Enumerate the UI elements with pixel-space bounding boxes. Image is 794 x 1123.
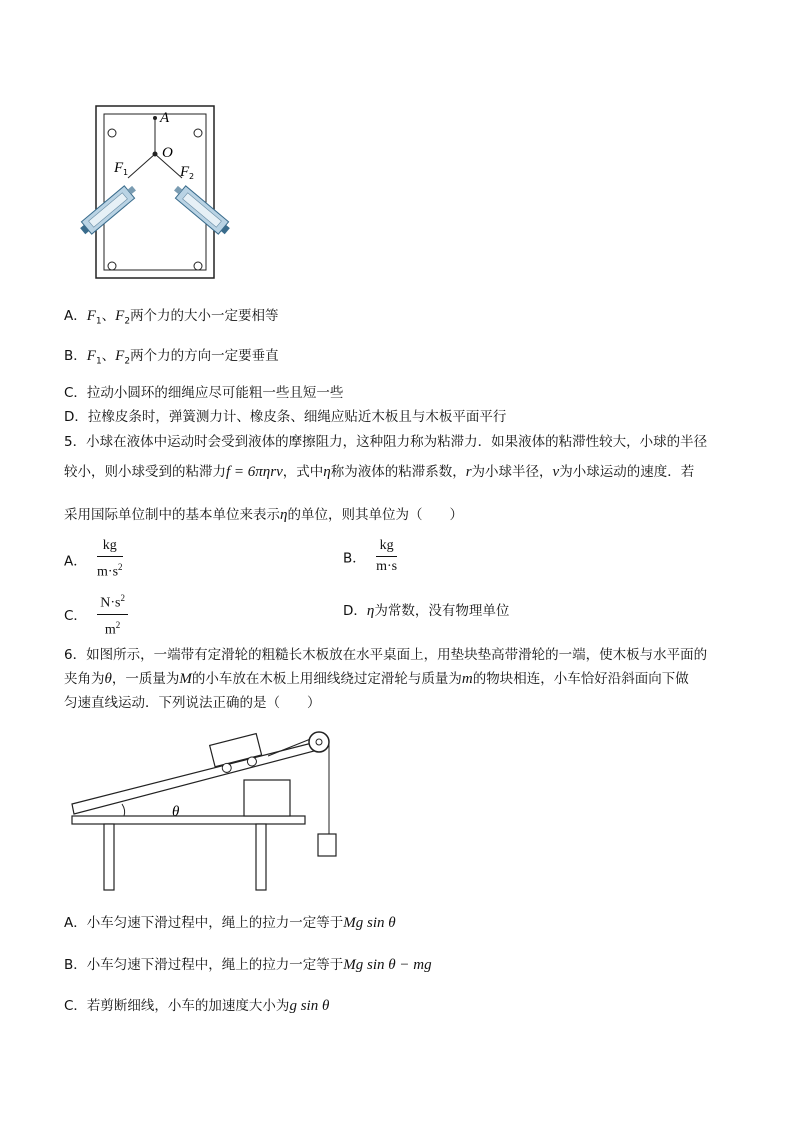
- q6-line-1: 6．如图所示，一端带有定滑轮的粗糙长木板放在水平桌面上，用垫块垫高带滑轮的一端，使木板与水平面的: [64, 647, 708, 663]
- label-f1-sub: 1: [123, 168, 129, 177]
- q5-option-c: C． $\frac{N\cdot s^2}{m^2}$: [64, 590, 128, 638]
- label-f2-sub: 2: [189, 172, 195, 181]
- label-f1: F: [114, 160, 124, 176]
- q4-option-d: D．拉橡皮条时，弹簧测力计、橡皮条、细绳应贴近木板且与木板平面平行: [64, 409, 507, 425]
- q6-option-a: A．小车匀速下滑过程中，绳上的拉力一定等于Mg sin θ: [64, 915, 396, 931]
- q5-option-a: A． $\frac{kg}{m\cdot s^2}$: [64, 538, 123, 580]
- q4-option-b: B．$F_1$、$F_2$两个力的方向一定要垂直: [64, 348, 279, 367]
- label-f2: F: [180, 164, 190, 180]
- label-o: O: [162, 145, 173, 161]
- q6-option-b: B．小车匀速下滑过程中，绳上的拉力一定等于Mg sin θ − mg: [64, 957, 432, 973]
- q5-option-b: B． $\frac{kg}{m\cdot s}$: [343, 538, 398, 574]
- theta-label: θ: [172, 804, 180, 820]
- q5-line-1: 5．小球在液体中运动时会受到液体的摩擦阻力，这种阻力称为粘滞力．如果液体的粘滞性较大，小球的半径: [64, 434, 708, 450]
- spring-scale-board-figure: [80, 100, 240, 285]
- q6-option-c: C．若剪断细线，小车的加速度大小为g sin θ: [64, 998, 330, 1014]
- q4-option-c: C．拉动小圆环的细绳应尽可能粗一些且短一些: [64, 385, 344, 401]
- label-a: A: [160, 110, 170, 126]
- viscous-force-formula: f = 6πηrv: [226, 464, 283, 480]
- q5-line-2: 较小，则小球受到的粘滞力f = 6πηrv，式中η称为液体的粘滞系数，r为小球半径，v为小球运动的速度．若: [64, 464, 695, 480]
- q4-option-a: A．$F_1$、$F_2$两个力的大小一定要相等: [64, 308, 279, 327]
- incline-pulley-figure: [60, 722, 350, 894]
- q6-line-2: 夹角为θ，一质量为M的小车放在木板上用细线绕过定滑轮与质量为m的物块相连，小车恰好沿斜面向下做: [64, 671, 689, 687]
- q5-line-3: 采用国际单位制中的基本单位来表示η的单位，则其单位为（ ）: [64, 507, 463, 523]
- q5-option-d: D．η为常数，没有物理单位: [343, 603, 510, 619]
- q6-line-3: 匀速直线运动．下列说法正确的是（ ）: [64, 695, 321, 711]
